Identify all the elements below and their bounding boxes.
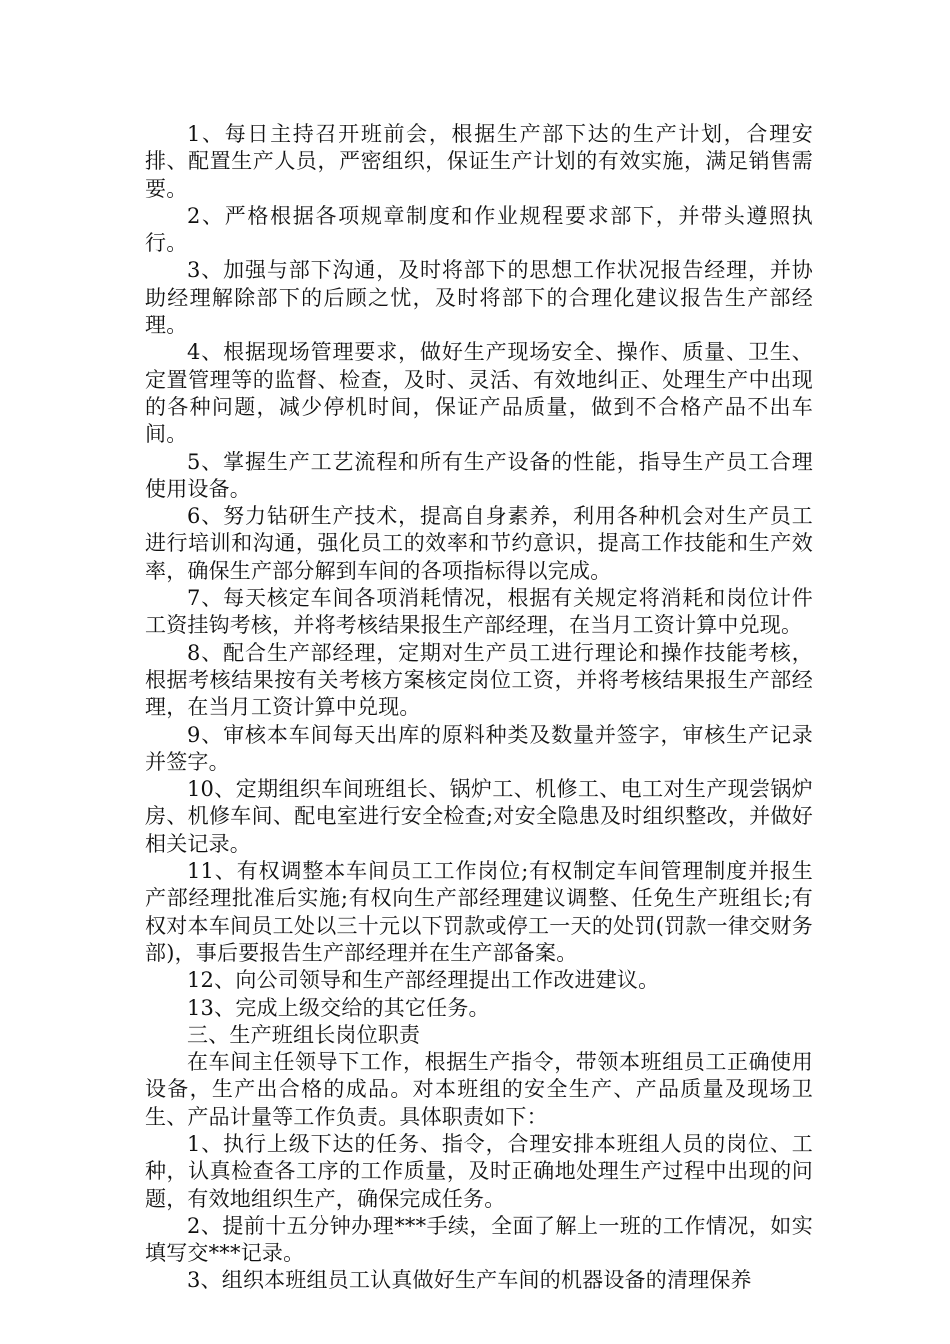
paragraph-duty-12: 12、向公司领导和生产部经理提出工作改进建议。	[187, 968, 660, 993]
section-intro: 在车间主任领导下工作，根据生产指令，带领本班组员工正确使用设备，生产出合格的成品。对本班组的安全生产、产品质量及现场卫生、产品计量等工作负责。具体职责如下：	[145, 1050, 813, 1129]
paragraph-duty-4: 4、根据现场管理要求，做好生产现场安全、操作、质量、卫生、定置管理等的监督、检查，及时、灵活、有效地纠正、处理生产中出现的各种问题，减少停机时间，保证产品质量，做到不合格产品不出车间。	[145, 340, 813, 447]
paragraph-team-duty-1: 1、执行上级下达的任务、指令，合理安排本班组人员的岗位、工种，认真检查各工序的工作质量，及时正确地处理生产过程中出现的问题，有效地组织生产，确保完成任务。	[145, 1131, 813, 1211]
paragraph-duty-11: 11、有权调整本车间员工工作岗位;有权制定车间管理制度并报生产部经理批准后实施;有权向生产部经理建议调整、任免生产班组长;有权对本车间员工处以三十元以下罚款或停工一天的处罚(罚款一律交财务部)，事后要报告生产部经理并在生产部备案。	[145, 859, 813, 965]
paragraph-team-duty-3: 3、组织本班组员工认真做好生产车间的机器设备的清理保养	[187, 1268, 752, 1293]
document-body	[145, 121, 813, 1295]
paragraph-duty-7: 7、每天核定车间各项消耗情况，根据有关规定将消耗和岗位计件工资挂钩考核，并将考核结果报生产部经理，在当月工资计算中兑现。	[145, 586, 813, 638]
paragraph-duty-2: 2、严格根据各项规章制度和作业规程要求部下，并带头遵照执行。	[145, 203, 813, 256]
paragraph-team-duty-2: 2、提前十五分钟办理***手续，全面了解上一班的工作情况，如实填写交***记录。	[145, 1213, 813, 1266]
paragraph-duty-6: 6、努力钻研生产技术，提高自身素养，利用各种机会对生产员工进行培训和沟通，强化员工的效率和节约意识，提高工作技能和生产效率，确保生产部分解到车间的各项指标得以完成。	[145, 504, 813, 583]
paragraph-duty-9: 9、审核本车间每天出库的原料种类及数量并签字，审核生产记录并签字。	[145, 722, 813, 774]
paragraph-duty-1: 1、每日主持召开班前会，根据生产部下达的生产计划，合理安排、配置生产人员，严密组织，保证生产计划的有效实施，满足销售需要。	[145, 122, 813, 201]
section-heading: 三、生产班组长岗位职责	[187, 1022, 421, 1047]
paragraph-duty-8: 8、配合生产部经理，定期对生产员工进行理论和操作技能考核，根据考核结果按有关考核方案核定岗位工资，并将考核结果报生产部经理，在当月工资计算中兑现。	[145, 640, 813, 720]
paragraph-duty-13: 13、完成上级交给的其它任务。	[187, 995, 490, 1020]
paragraph-duty-10: 10、定期组织车间班组长、锅炉工、机修工、电工对生产现尝锅炉房、机修车间、配电室进行安全检查;对安全隐患及时组织整改，并做好相关记录。	[145, 777, 813, 856]
paragraph-duty-3: 3、加强与部下沟通，及时将部下的思想工作状况报告经理，并协助经理解除部下的后顾之忧，及时将部下的合理化建议报告生产部经理。	[145, 258, 813, 338]
paragraph-duty-5: 5、掌握生产工艺流程和所有生产设备的性能，指导生产员工合理使用设备。	[145, 449, 813, 501]
